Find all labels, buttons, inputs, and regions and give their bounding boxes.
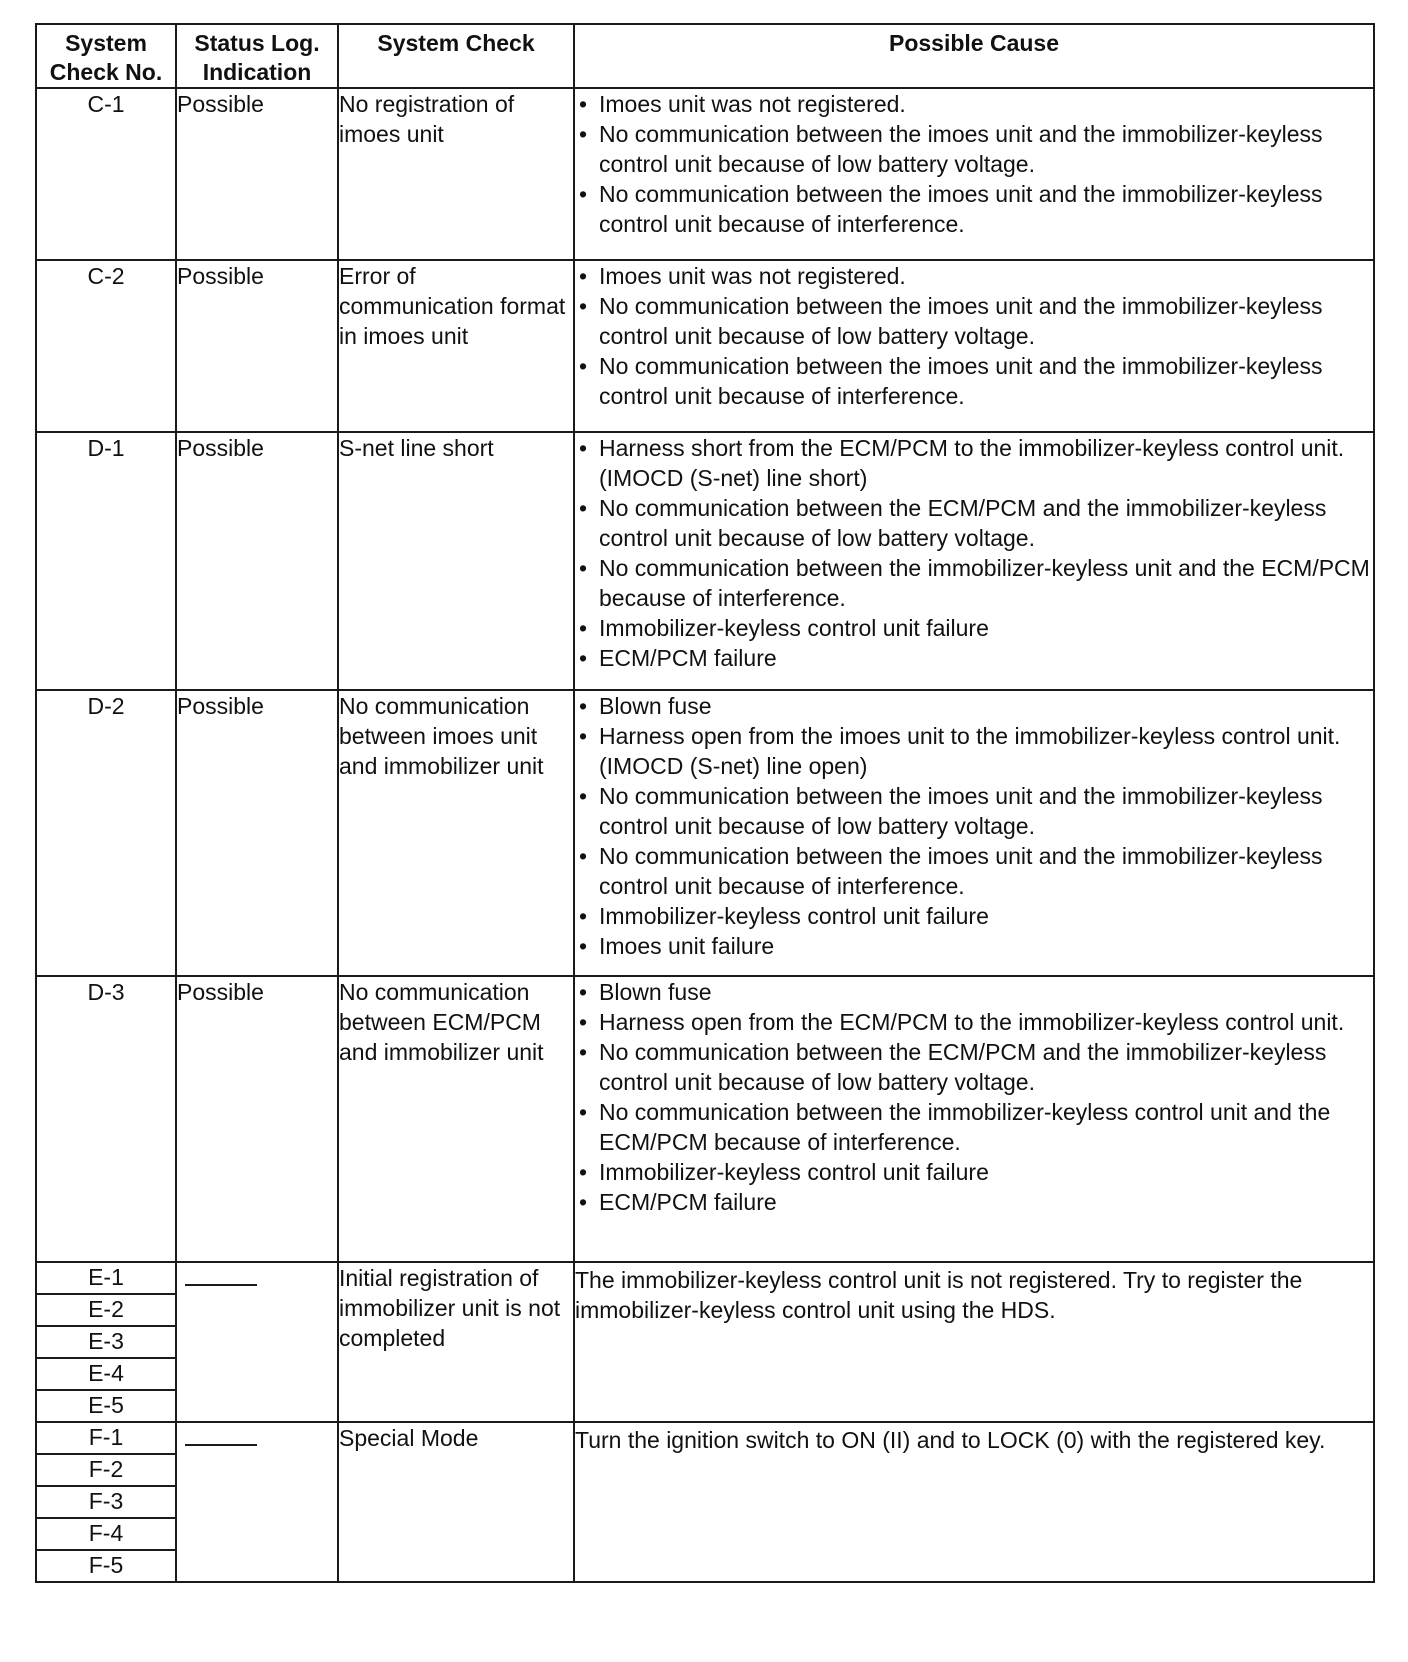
status-indication: Possible — [176, 976, 338, 1262]
possible-cause — [574, 690, 1374, 976]
cause-item: • No communication between the imoes unit and the immobilizer-keyless control unit because of low battery voltage. — [575, 119, 1373, 179]
check-code: E-2 — [37, 1295, 175, 1327]
cause-item: • ECM/PCM failure — [575, 1187, 1373, 1217]
cause-list — [575, 977, 1373, 1217]
cause-item: • Imoes unit was not registered. — [575, 261, 1373, 291]
possible-cause — [574, 260, 1374, 432]
cause-item: • No communication between the ECM/PCM and the immobilizer-keyless control unit because of low battery voltage. — [575, 1037, 1373, 1097]
cause-item: • No communication between the imoes unit and the immobilizer-keyless control unit because of interference. — [575, 841, 1373, 901]
system-check-table — [35, 23, 1375, 1583]
system-check-text: Special Mode — [338, 1422, 574, 1582]
cause-item: • No communication between the imoes unit and the immobilizer-keyless control unit because of interference. — [575, 179, 1373, 239]
check-code: E-3 — [37, 1327, 175, 1359]
possible-cause — [574, 432, 1374, 690]
status-indication: Possible — [176, 690, 338, 976]
check-code: D-3 — [36, 976, 176, 1262]
cause-text: The immobilizer-keyless control unit is not registered. Try to register the immobilizer-keyless control unit using the HDS. — [575, 1267, 1303, 1323]
check-code: F-2 — [37, 1455, 175, 1487]
cause-list — [575, 89, 1373, 239]
header-status-log-indication: Status Log. Indication — [176, 24, 338, 88]
possible-cause — [574, 1262, 1374, 1422]
cause-item: • No communication between the ECM/PCM and the immobilizer-keyless control unit because of low battery voltage. — [575, 493, 1373, 553]
cause-item: • No communication between the imoes unit and the immobilizer-keyless control unit because of low battery voltage. — [575, 291, 1373, 351]
check-code: F-4 — [37, 1519, 175, 1551]
possible-cause — [574, 1422, 1374, 1582]
system-check-text: No registration of imoes unit — [338, 88, 574, 260]
possible-cause — [574, 976, 1374, 1262]
status-indication — [176, 1422, 338, 1582]
cause-item: • No communication between the imoes unit and the immobilizer-keyless control unit because of interference. — [575, 351, 1373, 411]
table-row — [36, 690, 1374, 976]
system-check-text: Error of communication format in imoes unit — [338, 260, 574, 432]
table-row — [36, 260, 1374, 432]
check-code-group — [36, 1262, 176, 1422]
check-code: E-1 — [37, 1263, 175, 1295]
cause-item: • ECM/PCM failure — [575, 643, 1373, 673]
cause-item: • Immobilizer-keyless control unit failure — [575, 613, 1373, 643]
check-code: F-5 — [88, 1552, 124, 1578]
cause-item: • No communication between the imoes unit and the immobilizer-keyless control unit because of low battery voltage. — [575, 781, 1373, 841]
cause-list — [575, 691, 1373, 961]
table-row — [36, 976, 1374, 1262]
cause-item: • Blown fuse — [575, 977, 1373, 1007]
check-code: E-5 — [88, 1392, 124, 1418]
check-code: E-4 — [37, 1359, 175, 1391]
system-check-text: No communication between imoes unit and immobilizer unit — [338, 690, 574, 976]
cause-item: • Immobilizer-keyless control unit failure — [575, 1157, 1373, 1187]
check-code-group — [36, 1422, 176, 1582]
check-code: C-2 — [36, 260, 176, 432]
cause-text: Turn the ignition switch to ON (II) and to LOCK (0) with the registered key. — [575, 1427, 1326, 1453]
cause-list — [575, 433, 1373, 673]
table-row — [36, 1262, 1374, 1422]
cause-item: • Immobilizer-keyless control unit failure — [575, 901, 1373, 931]
table-row — [36, 1422, 1374, 1582]
system-check-text: No communication between ECM/PCM and immobilizer unit — [338, 976, 574, 1262]
dash-mark — [185, 1444, 257, 1446]
cause-item: • Harness short from the ECM/PCM to the immobilizer-keyless control unit. (IMOCD (S-net) line short) — [575, 433, 1373, 493]
table-row — [36, 432, 1374, 690]
dash-mark — [185, 1284, 257, 1286]
table-header-row — [36, 24, 1374, 88]
cause-item: • No communication between the immobilizer-keyless unit and the ECM/PCM because of interference. — [575, 553, 1373, 613]
system-check-text: Initial registration of immobilizer unit is not completed — [338, 1262, 574, 1422]
status-indication: Possible — [176, 260, 338, 432]
check-code: C-1 — [36, 88, 176, 260]
system-check-text: S-net line short — [338, 432, 574, 690]
cause-list — [575, 261, 1373, 411]
check-code: F-1 — [37, 1423, 175, 1455]
status-indication — [176, 1262, 338, 1422]
check-code: D-1 — [36, 432, 176, 690]
header-system-check-no: System Check No. — [36, 24, 176, 88]
cause-item: • Harness open from the ECM/PCM to the immobilizer-keyless control unit. — [575, 1007, 1373, 1037]
header-system-check: System Check — [338, 24, 574, 88]
status-indication: Possible — [176, 432, 338, 690]
check-code: D-2 — [36, 690, 176, 976]
check-code: F-3 — [37, 1487, 175, 1519]
cause-item: • Imoes unit was not registered. — [575, 89, 1373, 119]
cause-item: • Harness open from the imoes unit to the immobilizer-keyless control unit. (IMOCD (S-net) line open) — [575, 721, 1373, 781]
table-row — [36, 88, 1374, 260]
cause-item: • Imoes unit failure — [575, 931, 1373, 961]
header-possible-cause: Possible Cause — [574, 24, 1374, 88]
cause-item: • Blown fuse — [575, 691, 1373, 721]
cause-item: • No communication between the immobilizer-keyless control unit and the ECM/PCM because of interference. — [575, 1097, 1373, 1157]
possible-cause — [574, 88, 1374, 260]
status-indication: Possible — [176, 88, 338, 260]
